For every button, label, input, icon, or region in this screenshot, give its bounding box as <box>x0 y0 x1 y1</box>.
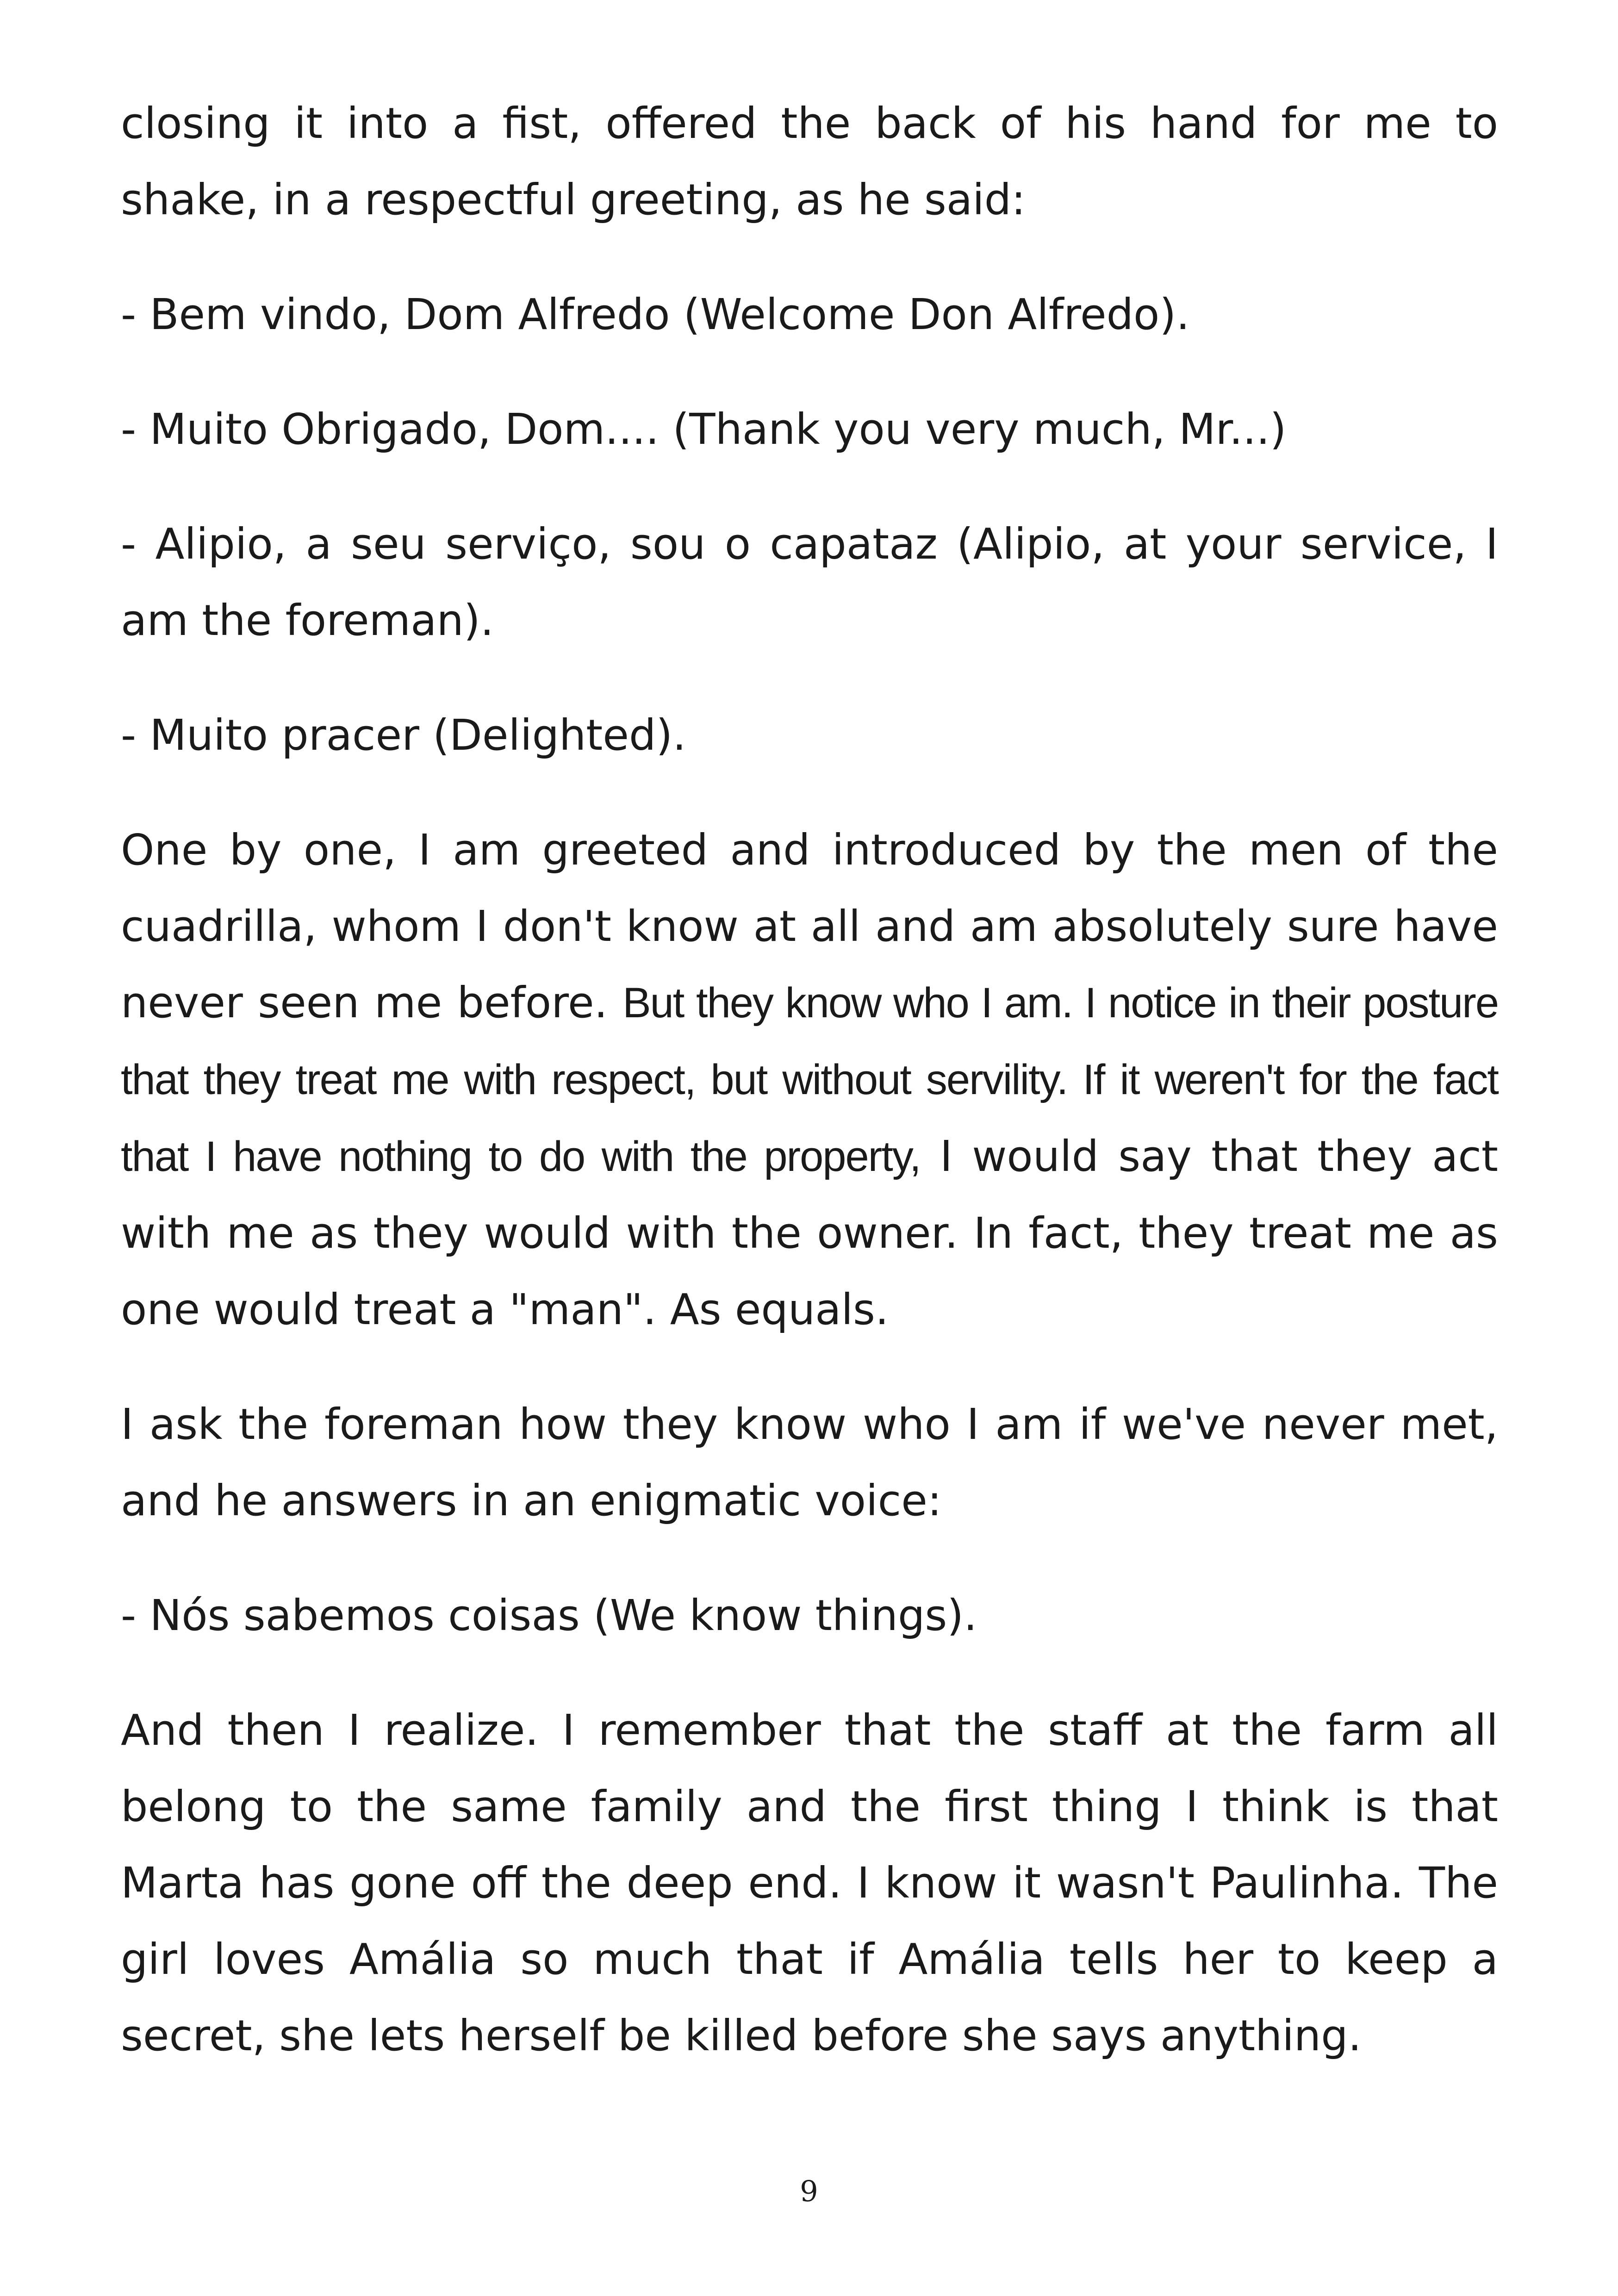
paragraph: I ask the foreman how they know who I am if we've never met, and he answers in an enigmatic voice: <box>121 1400 1498 1525</box>
dialogue-line: - Muito Obrigado, Dom.... (Thank you very much, Mr...) <box>121 404 1287 454</box>
dialogue-line: - Bem vindo, Dom Alfredo (Welcome Don Alfredo). <box>121 290 1190 339</box>
body-text <box>121 85 1498 2112</box>
paragraph-text: I would say that they act with me as they would with the owner. In fact, they treat me as one would treat a "man". As equals. <box>121 1132 1498 1334</box>
dialogue-line: - Alipio, a seu serviço, sou o capataz (Alipio, at your service, I am the foreman). <box>121 519 1498 645</box>
paragraph <box>121 812 1498 1348</box>
paragraph: And then I realize. I remember that the staff at the farm all belong to the same family and the first thing I think is that Marta has gone off the deep end. I know it wasn't Paulinha. The girl loves Amália so much that if Amália tells her to keep a secret, she lets herself be killed before she says anything. <box>121 1705 1498 2060</box>
page-number: 9 <box>800 2174 818 2208</box>
paragraph-text: But they know who I am. I notice in their posture that they treat me with respect, but without servility. If it weren't for the fact that I have nothing to do with the property, <box>121 979 1498 1180</box>
paragraph-text: One by one, I am greeted and introduced by the men of the cuadrilla, whom I don't know at all and am absolutely sure have never seen me before. <box>121 825 1498 1027</box>
dialogue-line: - Nós sabemos coisas (We know things). <box>121 1591 977 1640</box>
paragraph: closing it into a fist, offered the back of his hand for me to shake, in a respectful greeting, as he said: <box>121 99 1498 224</box>
dialogue-line: - Muito pracer (Delighted). <box>121 710 686 760</box>
